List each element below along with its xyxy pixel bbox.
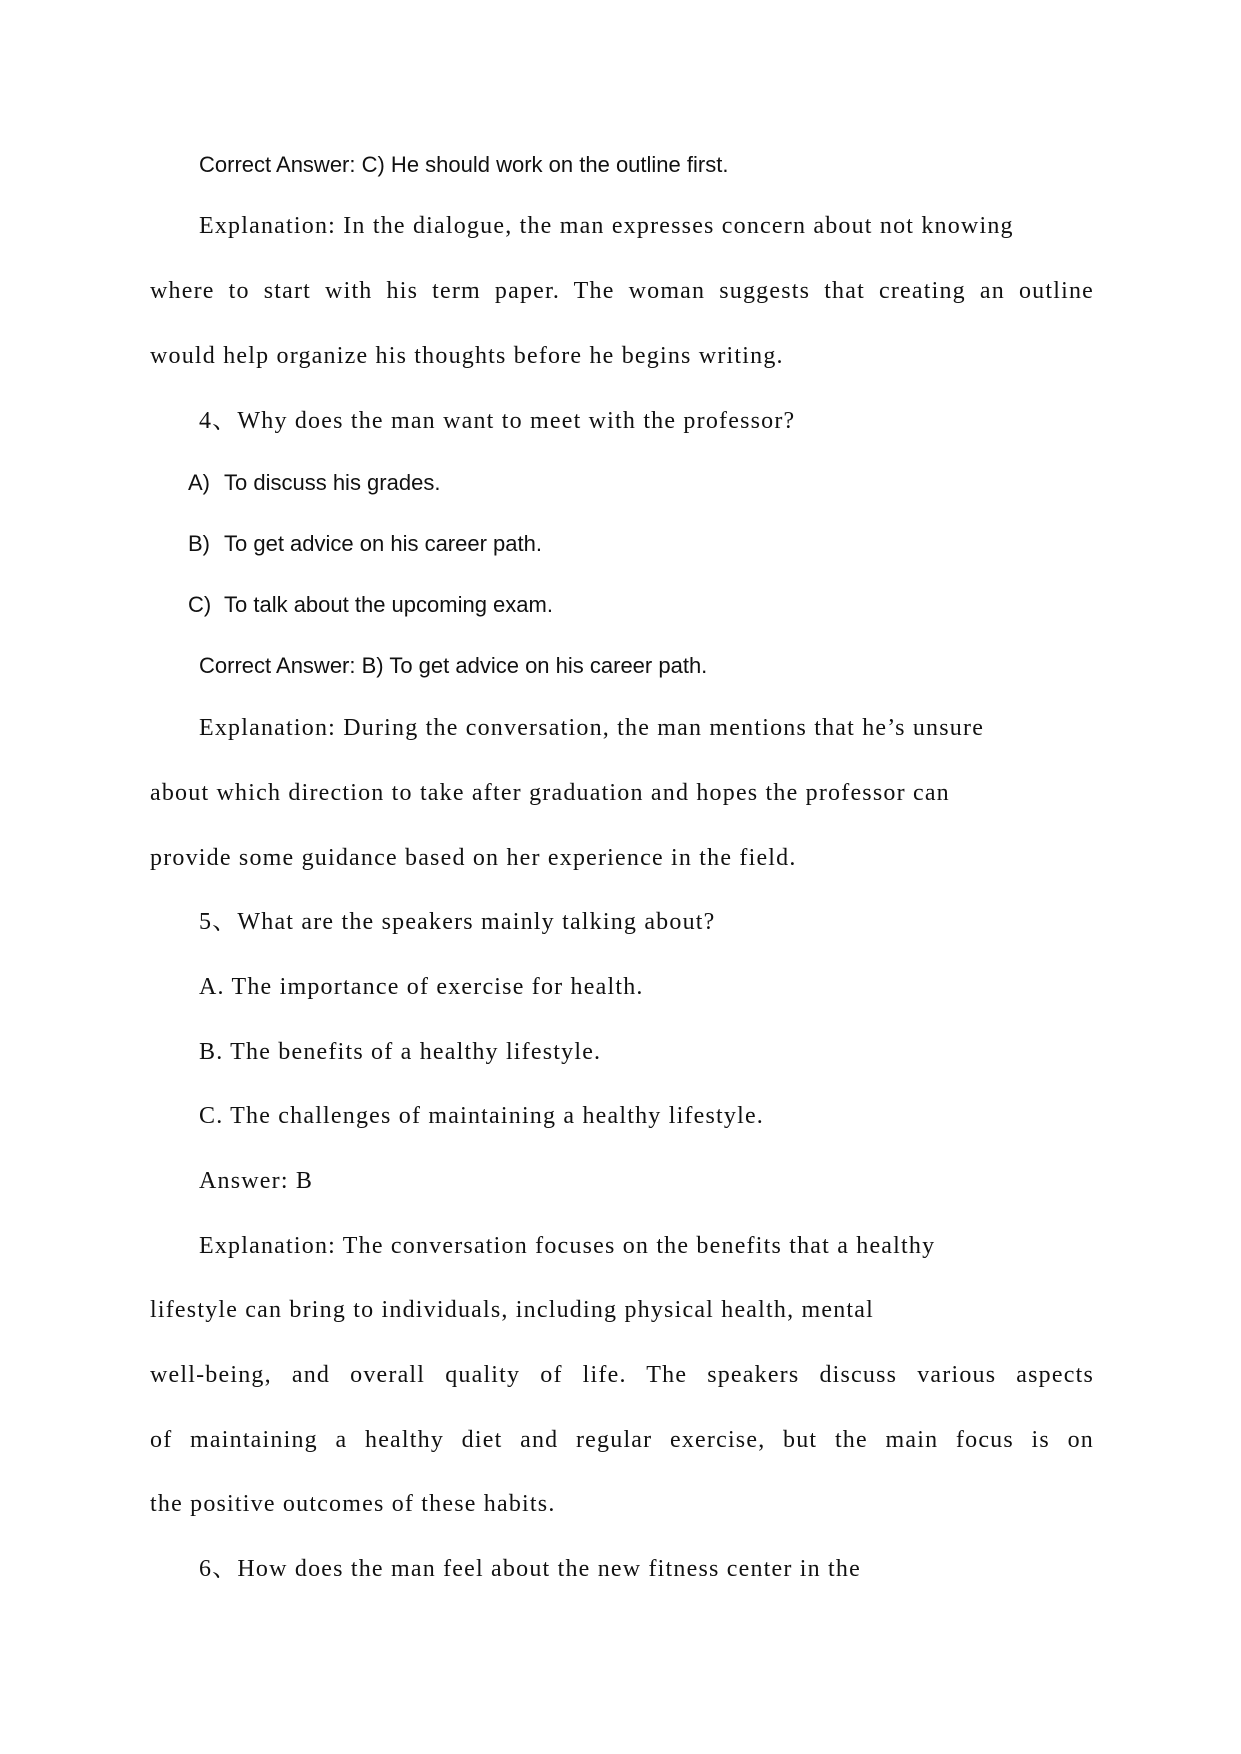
q4-explanation-line-1: Explanation: During the conversation, the man mentions that he’s unsure [199,715,985,741]
q3-explanation-line-3: would help organize his thoughts before he begins writing. [150,343,784,369]
q4-option-a-letter: A) [188,470,210,495]
q4-option-a-text: To discuss his grades. [224,470,441,495]
q4-option-c-text: To talk about the upcoming exam. [224,592,553,617]
q5-answer: Answer: B [199,1168,314,1194]
q4-question: 4、Why does the man want to meet with the professor? [199,408,796,434]
q3-correct-answer: Correct Answer: C) He should work on the outline first. [199,152,729,177]
q3-explanation-line-2: where to start with his term paper. The woman suggests that creating an outline [150,278,1094,304]
q5-explanation-line-2: lifestyle can bring to individuals, including physical health, mental [150,1297,874,1323]
q4-option-b-letter: B) [188,531,210,556]
q5-question: 5、What are the speakers mainly talking about? [199,909,716,935]
q5-explanation-line-4: of maintaining a healthy diet and regular exercise, but the main focus is on [150,1427,1094,1453]
q4-option-b-text: To get advice on his career path. [224,531,542,556]
q5-explanation-line-1: Explanation: The conversation focuses on the benefits that a healthy [199,1233,936,1259]
q5-option-a: A. The importance of exercise for health. [199,974,644,1000]
q6-question: 6、How does the man feel about the new fitness center in the [199,1556,861,1582]
q4-explanation-line-3: provide some guidance based on her experience in the field. [150,845,797,871]
q4-correct-answer: Correct Answer: B) To get advice on his career path. [199,653,708,678]
q4-explanation-line-2: about which direction to take after graduation and hopes the professor can [150,780,950,806]
q5-option-c: C. The challenges of maintaining a healthy lifestyle. [199,1103,765,1129]
q5-explanation-line-5: the positive outcomes of these habits. [150,1491,556,1517]
q5-explanation-line-3: well-being, and overall quality of life. The speakers discuss various aspects [150,1362,1094,1388]
q4-option-c-letter: C) [188,592,212,617]
q5-option-b: B. The benefits of a healthy lifestyle. [199,1039,602,1065]
q3-explanation-line-1: Explanation: In the dialogue, the man expresses concern about not knowing [199,213,1014,239]
